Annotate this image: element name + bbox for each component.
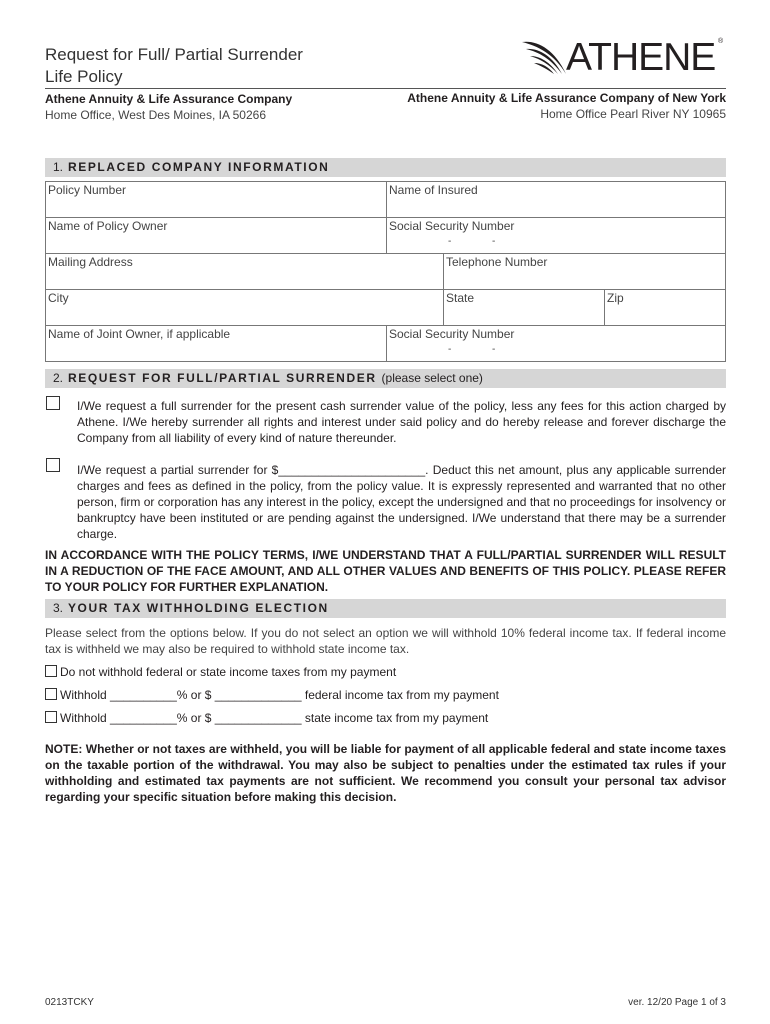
form-title [45, 44, 303, 88]
company-right-name: Athene Annuity & Life Assurance Company of New York [407, 91, 726, 105]
athene-wing-icon [520, 38, 570, 78]
ssn-separator: - [448, 236, 452, 247]
section-3-title: YOUR TAX WITHHOLDING ELECTION [67, 601, 329, 615]
athene-logo [520, 36, 726, 80]
name-of-insured-label: Name of Insured [389, 183, 478, 197]
section-2-number: 2. [53, 371, 64, 385]
section-1-header [45, 158, 726, 177]
state-label: State [446, 291, 475, 305]
ssn-separator: - [492, 344, 496, 355]
federal-withholding-label: Withhold __________% or $ _____________ federal income tax from my payment [60, 688, 499, 702]
partial-surrender-checkbox[interactable] [46, 458, 60, 472]
policy-owner-field[interactable] [45, 217, 387, 254]
name-of-insured-field[interactable] [386, 181, 726, 218]
joint-owner-label: Name of Joint Owner, if applicable [48, 327, 231, 341]
telephone-field[interactable] [443, 253, 726, 290]
section-1-title: REPLACED COMPANY INFORMATION [67, 160, 330, 174]
section-2-note: (please select one) [381, 371, 483, 385]
section-2-title: REQUEST FOR FULL/PARTIAL SURRENDER [67, 371, 377, 385]
joint-ssn-field[interactable] [386, 325, 726, 362]
version-page: ver. 12/20 Page 1 of 3 [628, 997, 726, 1008]
tax-intro: Please select from the options below. If you do not select an option we will withhold 10% federal income tax. If federal income tax is withheld we may also be required to withhold state income tax. [45, 626, 726, 656]
state-field[interactable] [443, 289, 605, 326]
policy-owner-label: Name of Policy Owner [48, 219, 168, 233]
policy-number-field[interactable] [45, 181, 387, 218]
ssn-separator: - [448, 344, 452, 355]
section-3-header [45, 599, 726, 618]
no-withholding-label: Do not withhold federal or state income taxes from my payment [60, 665, 397, 679]
full-surrender-text: I/We request a full surrender for the present cash surrender value of the policy, less any fees for this action charged by Athene. I/We hereby surrender all rights and interest under said policy and do hereby release and forever discharge the Company from all liability of every kind of nature thereunder. [77, 399, 726, 445]
no-withholding-checkbox[interactable] [45, 665, 57, 677]
ssn-label: Social Security Number [389, 219, 515, 233]
city-field[interactable] [45, 289, 444, 326]
city-label: City [48, 291, 69, 305]
tax-note: NOTE: Whether or not taxes are withheld, you will be liable for payment of all applicable federal and state income taxes on the taxable portion of the withdrawal. You may also be subject to penalties under the estimated tax rules if your withholding and estimated tax payments are not sufficient. We recommend you consult your personal tax advisor regarding your specific situation before making this decision. [45, 742, 726, 804]
ssn-field[interactable] [386, 217, 726, 254]
company-left-address: Home Office, West Des Moines, IA 50266 [45, 108, 266, 122]
joint-owner-field[interactable] [45, 325, 387, 362]
federal-withholding-checkbox[interactable] [45, 688, 57, 700]
zip-field[interactable] [604, 289, 726, 326]
section-3-number: 3. [53, 601, 64, 615]
telephone-label: Telephone Number [446, 255, 548, 269]
form-title-line2: Life Policy [45, 67, 123, 86]
company-left-name: Athene Annuity & Life Assurance Company [45, 92, 293, 106]
state-withholding-label: Withhold __________% or $ _____________ state income tax from my payment [60, 711, 489, 725]
mailing-address-label: Mailing Address [48, 255, 133, 269]
mailing-address-field[interactable] [45, 253, 444, 290]
section-2-header [45, 369, 726, 388]
state-withholding-checkbox[interactable] [45, 711, 57, 723]
policy-number-label: Policy Number [48, 183, 127, 197]
ssn-separator: - [492, 236, 496, 247]
joint-ssn-label: Social Security Number [389, 327, 515, 341]
accordance-statement: IN ACCORDANCE WITH THE POLICY TERMS, I/WE UNDERSTAND THAT A FULL/PARTIAL SURRENDER WILL RESULT IN A REDUCTION OF THE FACE AMOUNT, AND ALL OTHER VALUES AND BENEFITS OF THIS POLICY. PLEASE REFER TO YOUR POLICY FOR FURTHER EXPLANATION. [45, 548, 726, 594]
logo-wordmark: ATHENE [566, 36, 716, 79]
registered-mark: ® [718, 38, 724, 45]
form-code: 0213TCKY [45, 997, 94, 1008]
zip-label: Zip [607, 291, 624, 305]
company-right-address: Home Office Pearl River NY 10965 [540, 107, 726, 121]
header-divider [45, 88, 726, 89]
full-surrender-checkbox[interactable] [46, 396, 60, 410]
form-title-line1: Request for Full/ Partial Surrender [45, 45, 303, 64]
partial-surrender-text: I/We request a partial surrender for $______________________. Deduct this net amount, plus any applicable surrender charges and fees as defined in the policy, from the policy value. It is expressly represented and warranted that no other person, firm or corporation has any interest in the policy, except the undersigned and that no proceedings for insolvency or bankruptcy have been instituted or are pending against the undersigned. I/We understand that there may be a surrender charge. [77, 463, 726, 541]
section-1-number: 1. [53, 160, 64, 174]
